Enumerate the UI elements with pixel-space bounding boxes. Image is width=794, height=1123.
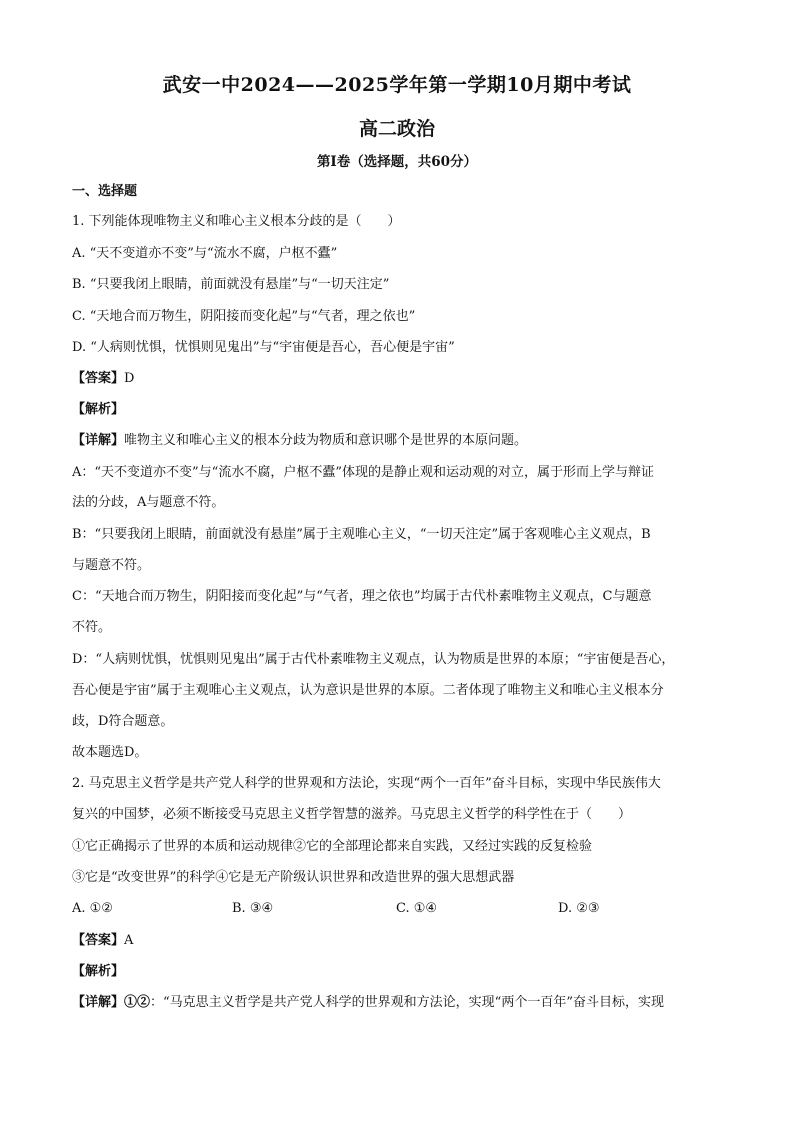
answer-value: D bbox=[124, 371, 135, 386]
q1-explain-line: B：“只要我闭上眼睛，前面就没有悬崖”属于主观唯心主义，“一切天注定”属于客观唯心主义观点，B bbox=[72, 527, 651, 542]
q2-detail bbox=[72, 994, 727, 1012]
volume-heading: 第Ⅰ卷（选择题，共60分） bbox=[316, 154, 478, 170]
q2-stem-line: 2. 马克思主义哲学是共产党人科学的世界观和方法论，实现“两个一百年”奋斗目标，实现中华民族伟大 bbox=[72, 776, 661, 791]
q2-stem-line: 复兴的中国梦，必须不断接受马克思主义哲学智慧的滋养。马克思主义哲学的科学性在于（ ） bbox=[72, 807, 632, 822]
detail-tag: 【详解】 bbox=[72, 995, 125, 1010]
answer-tag: 【答案】 bbox=[72, 371, 125, 386]
q1-explain-line: 与题意不符。 bbox=[72, 558, 151, 573]
subject-title: 高二政治 bbox=[358, 118, 435, 140]
section-heading: 一、选择题 bbox=[72, 184, 138, 199]
q1-option-d: D. “人病则忧惧，忧惧则见鬼出”与“宇宙便是吾心，吾心便是宇宙” bbox=[72, 340, 455, 355]
q1-option-a: A. “天不变道亦不变”与“流水不腐，户枢不蠹” bbox=[72, 246, 338, 261]
q2-statement-line: ①它正确揭示了世界的本质和运动规律②它的全部理论都来自实践，又经过实践的反复检验 bbox=[72, 839, 593, 854]
q2-option-b: B. ③④ bbox=[232, 901, 274, 916]
exam-title: 武安一中2024——2025学年第一学期10月期中考试 bbox=[162, 74, 632, 96]
q1-option-c: C. “天地合而万物生，阴阳接而变化起”与“气者，理之依也” bbox=[72, 309, 416, 324]
q2-statement-line: ③它是“改变世界”的科学④它是无产阶级认识世界和改造世界的强大思想武器 bbox=[72, 870, 515, 885]
q1-stem: 1. 下列能体现唯物主义和唯心主义根本分歧的是（ ） bbox=[72, 214, 401, 229]
q2-option-a: A. ①② bbox=[72, 901, 113, 916]
detail-options: ①② bbox=[124, 995, 151, 1010]
q1-explain-line: A：“天不变道亦不变”与“流水不腐，户枢不蠹”体现的是静止观和运动观的对立，属于形而上学与辩证 bbox=[72, 465, 654, 480]
q2-option-c: C. ①④ bbox=[396, 901, 438, 916]
q1-detail bbox=[72, 432, 722, 450]
analysis-tag: 【解析】 bbox=[72, 964, 125, 979]
answer-tag: 【答案】 bbox=[72, 933, 125, 948]
analysis-tag: 【解析】 bbox=[72, 402, 125, 417]
detail-tag: 【详解】 bbox=[72, 433, 125, 448]
q1-analysis-tag bbox=[72, 401, 722, 419]
answer-value: A bbox=[124, 933, 134, 948]
q1-explain-line: 歧，D符合题意。 bbox=[72, 714, 174, 729]
q1-answer bbox=[72, 370, 722, 388]
detail-text: ：“马克思主义哲学是共产党人科学的世界观和方法论，实现“两个一百年”奋斗目标，实现 bbox=[150, 995, 664, 1010]
q1-explain-line: 法的分歧，A与题意不符。 bbox=[72, 495, 225, 510]
q2-answer bbox=[72, 932, 722, 950]
q1-explain-line: C：“天地合而万物生，阴阳接而变化起”与“气者，理之依也”均属于古代朴素唯物主义观点，C与题意 bbox=[72, 589, 652, 604]
q1-explain-line: 吾心便是宇宙”属于主观唯心主义观点，认为意识是世界的本原。二者体现了唯物主义和唯心主义根本分 bbox=[72, 683, 664, 698]
detail-text: 唯物主义和唯心主义的根本分歧为物质和意识哪个是世界的本原问题。 bbox=[124, 433, 528, 448]
q1-explain-line: 不符。 bbox=[72, 620, 112, 635]
q1-explain-line: D：“人病则忧惧，忧惧则见鬼出”属于古代朴素唯物主义观点，认为物质是世界的本原；“宇宙便是吾心， bbox=[72, 652, 675, 667]
q1-conclusion: 故本题选D。 bbox=[72, 745, 148, 760]
q2-analysis-tag bbox=[72, 963, 722, 981]
q2-option-d: D. ②③ bbox=[558, 901, 600, 916]
q1-option-b: B. “只要我闭上眼睛，前面就没有悬崖”与“一切天注定” bbox=[72, 277, 390, 292]
